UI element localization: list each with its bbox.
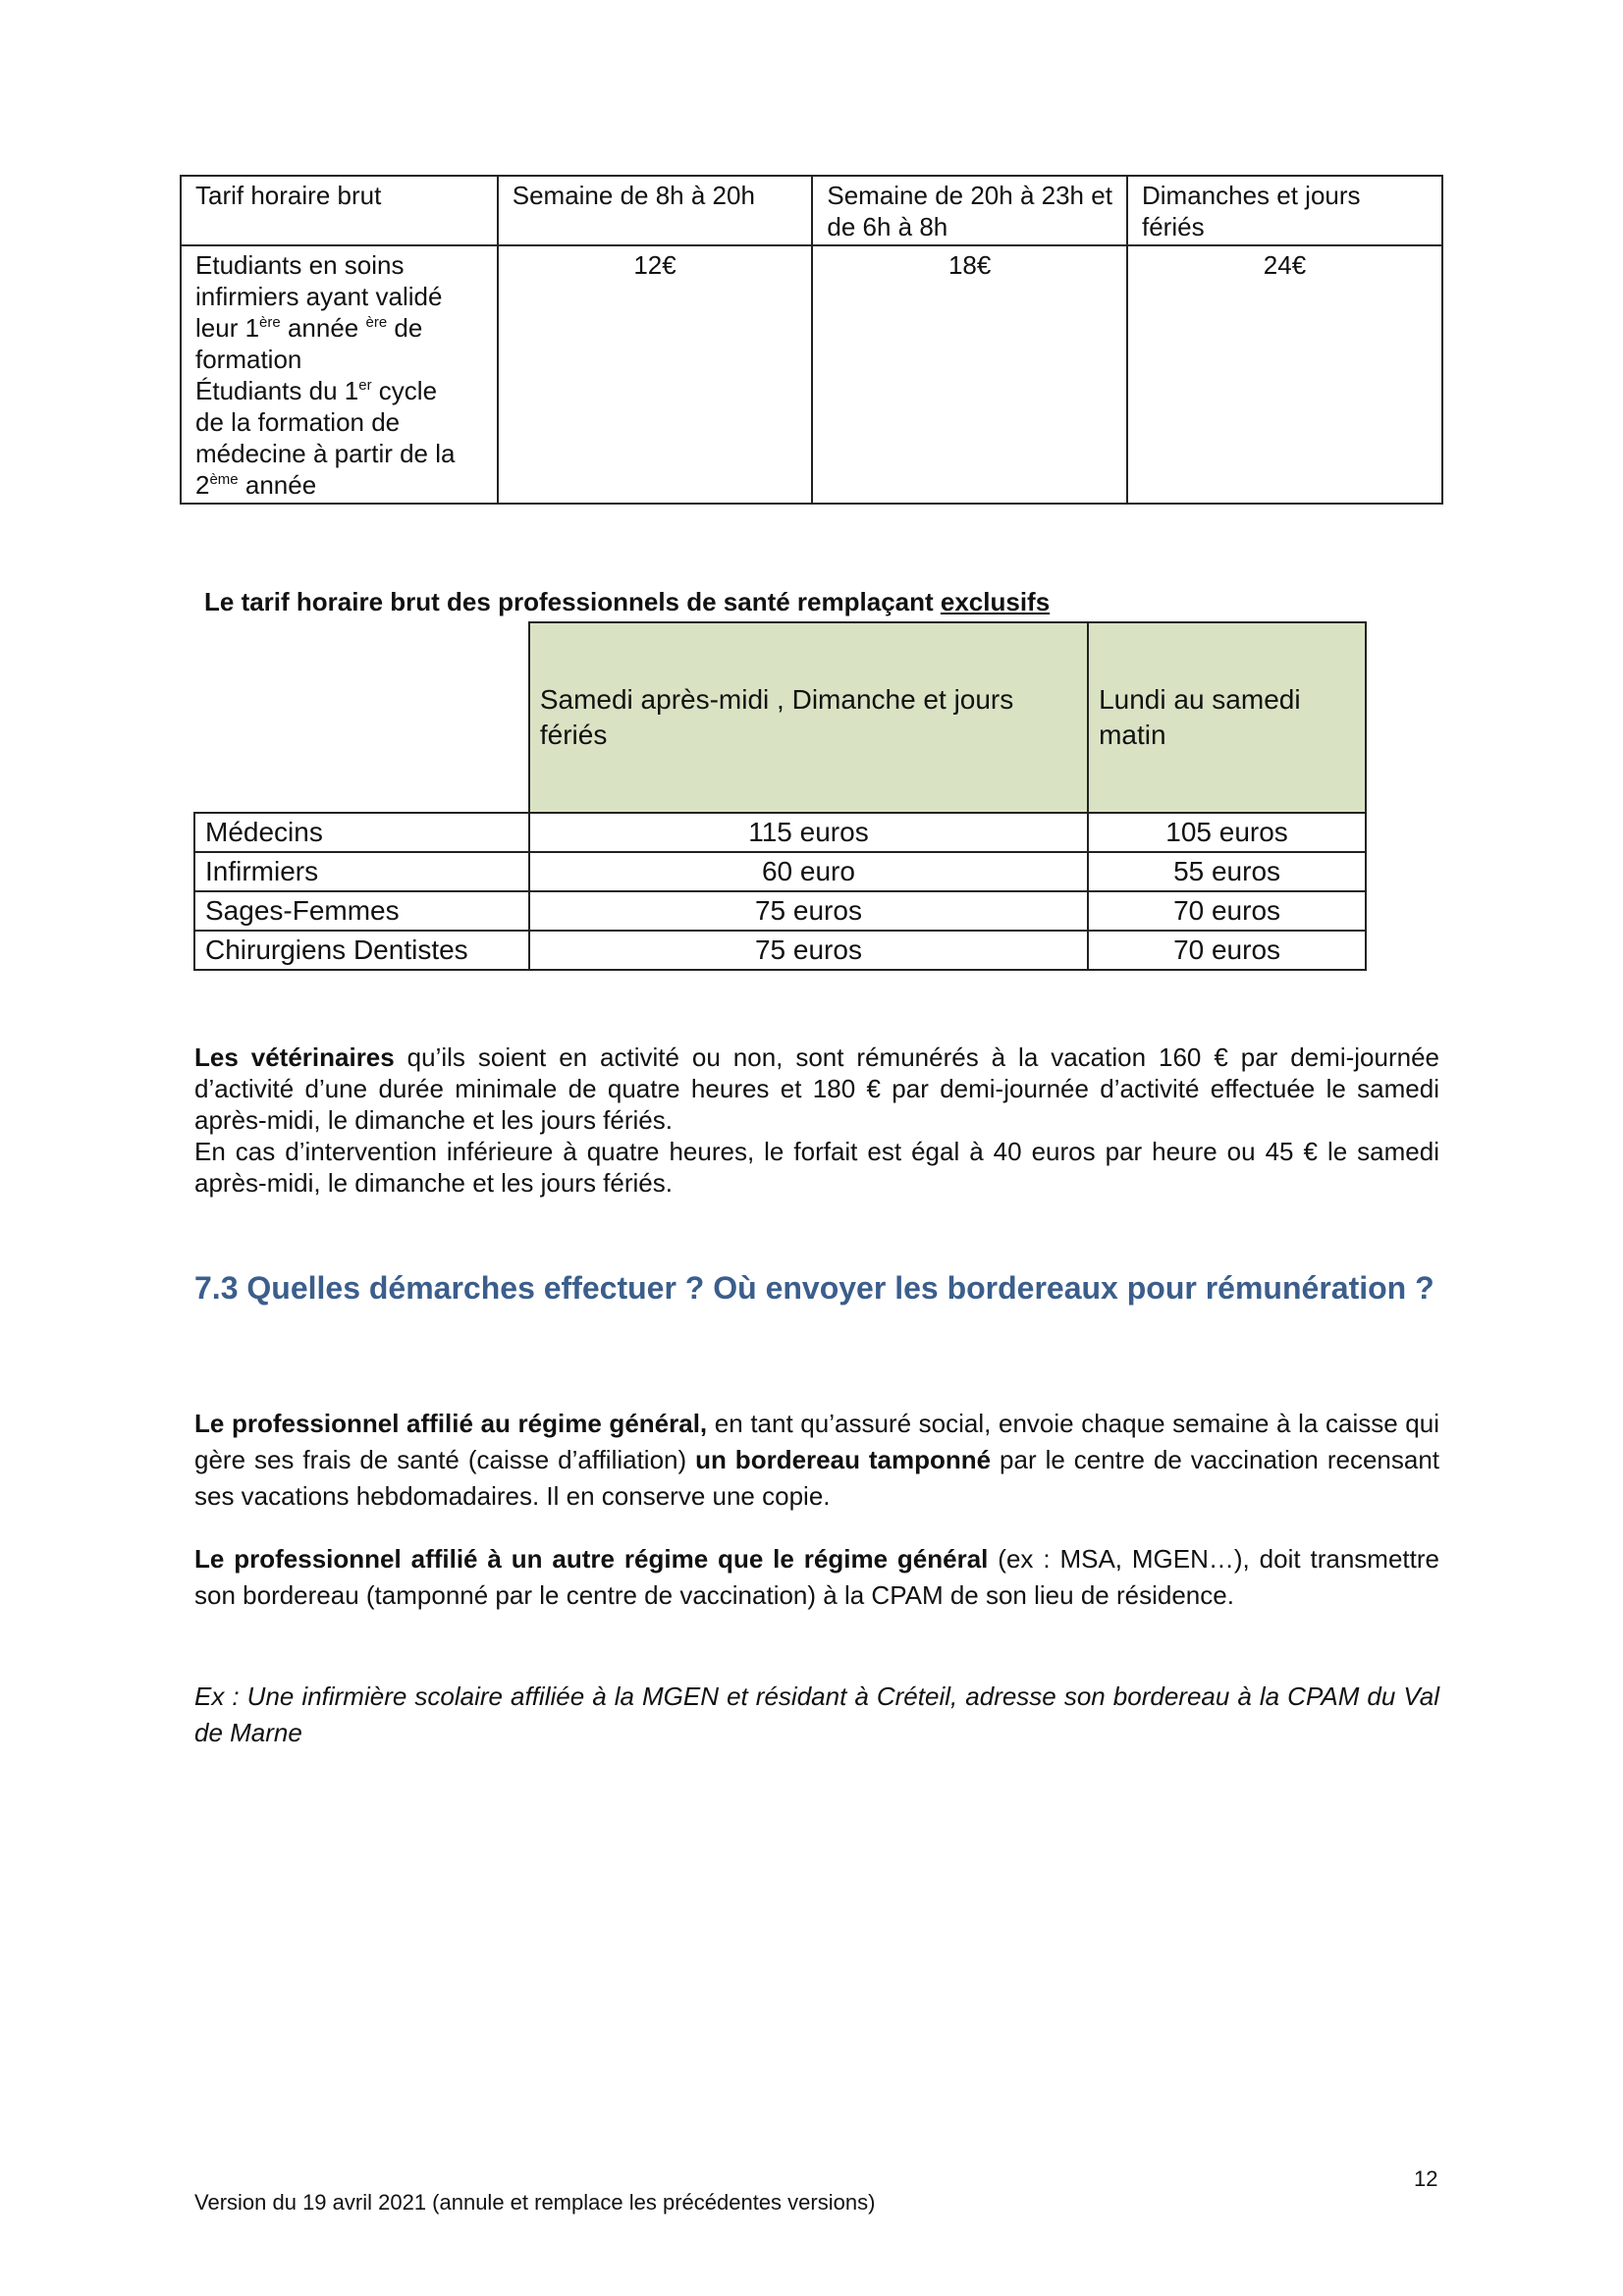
page-number: 12 [1414,2166,1438,2191]
label-line: Étudiants du 1er cycle [195,376,438,405]
row-label-cell [181,245,498,504]
rate-cell: 115 euros [529,813,1088,852]
header-cell: Tarif horaire brut [181,176,498,245]
rate-cell: 75 euros [529,931,1088,970]
table-row [194,891,1366,931]
rate-cell: 12€ [498,245,813,504]
general-regime-paragraph: Le professionnel affilié au régime général, en tant qu’assuré social, envoie chaque semaine à la caisse qui gère ses frais de santé (caisse d’affiliation) un bordereau tamponné par le centre de vaccination recensant ses vacations hebdomadaires. Il en conserve une copie. [194,1409,1447,1511]
rate-cell: 70 euros [1088,931,1366,970]
footer-version: Version du 19 avril 2021 (annule et remplace les précédentes versions) [194,2190,876,2215]
label-line: leur 1ère année $^{ère}$ de [195,313,423,343]
rate-cell: 70 euros [1088,891,1366,931]
row-label: Médecins [194,813,529,852]
header-cell: Samedi après-midi , Dimanche et jours fériés [529,622,1088,813]
empty-header-cell [194,622,529,813]
student-rate-table [180,175,1443,505]
label-line: de la formation de [195,407,401,437]
table-row [194,931,1366,970]
row-label: Sages-Femmes [194,891,529,931]
table-row [181,245,1442,504]
table-row [194,852,1366,891]
label-line: 2ème année [195,470,317,500]
header-cell: Semaine de 8h à 20h [498,176,813,245]
header-cell: Lundi au samedi matin [1088,622,1366,813]
example-paragraph: Ex : Une infirmière scolaire affiliée à la MGEN et résidant à Créteil, adresse son bordereau à la CPAM du Val de Marne [194,1682,1439,1747]
label-line: formation [195,345,302,374]
veterinarians-paragraph: Les vétérinaires qu’ils soient en activité ou non, sont rémunérés à la vacation 160 € par demi-journée d’activité d’une durée minimale de quatre heures et 180 € par demi-journée d’activité effectuée le samedi après-midi, le dimanche et les jours fériés. [194,1042,1447,1135]
section-heading: 7.3 Quelles démarches effectuer ? Où envoyer les bordereaux pour rémunération ? [194,1270,1434,1306]
veterinarians-paragraph-2: En cas d’intervention inférieure à quatre heures, le forfait est égal à 40 euros par heure ou 45 € le samedi après-midi, le dimanche et les jours fériés. [194,1137,1439,1198]
rate-cell: 18€ [812,245,1127,504]
table-header-row [181,176,1442,245]
label-line: médecine à partir de la [195,439,456,468]
rate-cell: 75 euros [529,891,1088,931]
row-label: Chirurgiens Dentistes [194,931,529,970]
rate-cell: 24€ [1127,245,1442,504]
row-label: Infirmiers [194,852,529,891]
header-cell: Dimanches et jours fériés [1127,176,1442,245]
replacement-rate-table [193,621,1367,971]
header-cell: Semaine de 20h à 23h et de 6h à 8h [812,176,1127,245]
label-line: infirmiers ayant validé [195,282,443,311]
table2-title: Le tarif horaire brut des professionnels de santé remplaçant exclusifs [204,587,1051,616]
rate-cell: 55 euros [1088,852,1366,891]
rate-cell: 105 euros [1088,813,1366,852]
table-row [194,813,1366,852]
table-header-row [194,622,1366,813]
label-line: Etudiants en soins [195,250,405,280]
rate-cell: 60 euro [529,852,1088,891]
other-regime-paragraph: Le professionnel affilié à un autre régime que le régime général (ex : MSA, MGEN…), doit transmettre son bordereau (tamponné par le centre de vaccination) à la CPAM de son lieu de résidence. [194,1544,1447,1610]
